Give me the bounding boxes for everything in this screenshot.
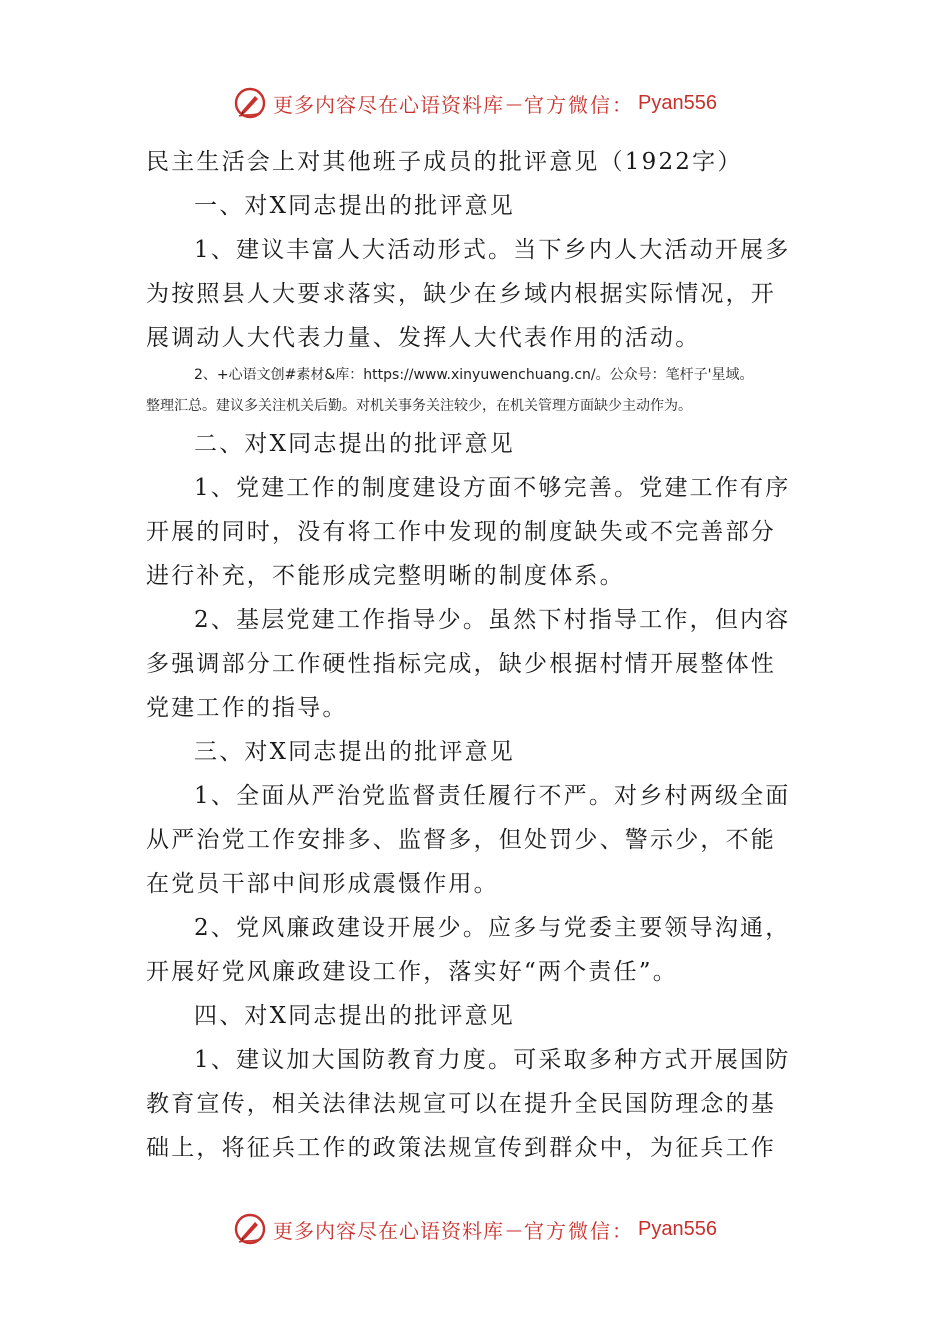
section-heading: 三、对X同志提出的批评意见 [194, 739, 515, 765]
banner-separator: — [506, 93, 523, 113]
paragraph-line: 1、全面从严治党监督责任履行不严。对乡村两级全面 [194, 783, 791, 809]
paragraph-line: 进行补充，不能形成完整明晰的制度体系。 [146, 563, 625, 589]
banner-wechat-label: 官方微信： [524, 92, 635, 117]
banner-main-text: 更多内容尽在心语资料库 [273, 1218, 505, 1243]
pen-logo-icon [233, 86, 267, 120]
paragraph-line: 展调动人大代表力量、发挥人大代表作用的活动。 [146, 325, 701, 351]
paragraph-line: 多强调部分工作硬性指标完成，缺少根据村情开展整体性 [146, 651, 776, 677]
paragraph-line: 础上，将征兵工作的政策法规宣传到群众中，为征兵工作 [146, 1135, 776, 1161]
paragraph-line: 2、党风廉政建设开展少。应多与党委主要领导沟通， [194, 915, 791, 941]
paragraph-line: 1、党建工作的制度建设方面不够完善。党建工作有序 [194, 475, 791, 501]
paragraph-line: 开展好党风廉政建设工作，落实好“两个责任”。 [146, 959, 678, 985]
section-heading: 二、对X同志提出的批评意见 [194, 431, 515, 457]
section-heading: 一、对X同志提出的批评意见 [194, 193, 515, 219]
banner-wechat-label: 官方微信： [524, 1218, 635, 1243]
document-title: 民主生活会上对其他班子成员的批评意见（1922字） [146, 149, 743, 175]
inserted-note-line: 2、+心语文创#素材&库：https://www.xinyuwenchuang.cn/。公众号：笔杆子'星域。 [194, 367, 754, 383]
section-heading: 四、对X同志提出的批评意见 [194, 1003, 515, 1029]
paragraph-line: 在党员干部中间形成震慑作用。 [146, 871, 499, 897]
bottom-banner [0, 1209, 950, 1249]
document-body [146, 140, 806, 1170]
top-banner [0, 83, 950, 123]
inserted-note-line: 整理汇总。建议多关注机关后勤。对机关事务关注较少，在机关管理方面缺少主动作为。 [146, 398, 692, 414]
banner-wechat-id: Pyan556 [638, 1217, 717, 1240]
paragraph-line: 从严治党工作安排多、监督多，但处罚少、警示少，不能 [146, 827, 776, 853]
paragraph-line: 开展的同时，没有将工作中发现的制度缺失或不完善部分 [146, 519, 776, 545]
banner-separator: — [506, 1219, 523, 1239]
paragraph-line: 1、建议丰富人大活动形式。当下乡内人大活动开展多 [194, 237, 791, 263]
banner-main-text: 更多内容尽在心语资料库 [273, 92, 505, 117]
banner-wechat-id: Pyan556 [638, 91, 717, 114]
paragraph-line: 为按照县人大要求落实，缺少在乡域内根据实际情况，开 [146, 281, 776, 307]
paragraph-line: 党建工作的指导。 [146, 695, 348, 721]
paragraph-line: 2、基层党建工作指导少。虽然下村指导工作，但内容 [194, 607, 791, 633]
document-lines [146, 184, 806, 1170]
pen-logo-icon [233, 1212, 267, 1246]
paragraph-line: 1、建议加大国防教育力度。可采取多种方式开展国防 [194, 1047, 791, 1073]
paragraph-line: 教育宣传，相关法律法规宣可以在提升全民国防理念的基 [146, 1091, 776, 1117]
